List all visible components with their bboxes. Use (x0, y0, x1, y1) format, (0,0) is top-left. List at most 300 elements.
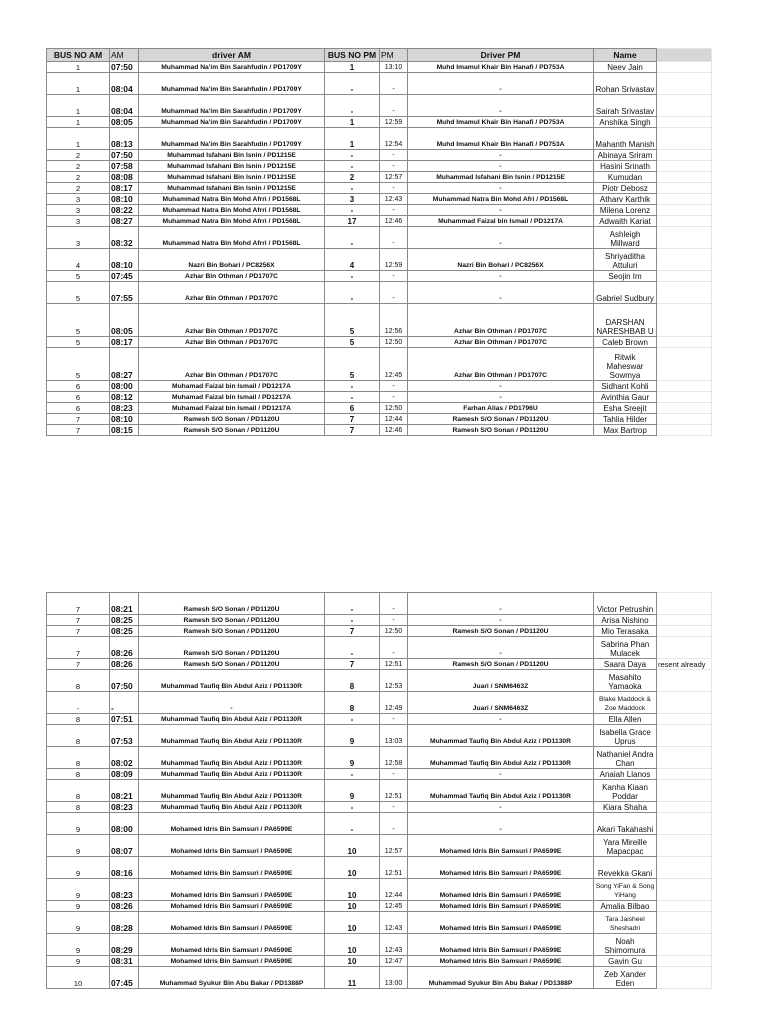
note-cell[interactable] (657, 282, 712, 304)
bus-no-pm-cell[interactable]: 10 (325, 879, 380, 901)
bus-no-pm-cell[interactable]: - (325, 271, 380, 282)
bus-no-am-cell[interactable]: 8 (47, 714, 110, 725)
note-cell[interactable] (657, 626, 712, 637)
bus-no-pm-cell[interactable]: 2 (325, 172, 380, 183)
bus-no-pm-cell[interactable]: 5 (325, 337, 380, 348)
driver-am-cell[interactable]: Azhar Bin Othman / PD1707C (139, 282, 325, 304)
driver-pm-cell[interactable]: Ramesh S/O Sonan / PD1120U (408, 626, 594, 637)
driver-am-cell[interactable]: Ramesh S/O Sonan / PD1120U (139, 626, 325, 637)
driver-pm-cell[interactable]: Ramesh S/O Sonan / PD1120U (408, 414, 594, 425)
driver-pm-cell[interactable]: Azhar Bin Othman / PD1707C (408, 337, 594, 348)
driver-pm-cell[interactable]: Mohamed Idris Bin Samsuri / PA6599E (408, 857, 594, 879)
bus-no-am-cell[interactable]: 1 (47, 62, 110, 73)
pm-time-cell[interactable]: - (380, 183, 408, 194)
pm-time-cell[interactable]: - (380, 802, 408, 813)
driver-am-cell[interactable]: Muhamad Faizal bin Ismail / PD1217A (139, 381, 325, 392)
note-cell[interactable] (657, 879, 712, 901)
bus-no-am-cell[interactable]: 1 (47, 73, 110, 95)
driver-am-cell[interactable]: Muhammad Isfahani Bin Isnin / PD1215E (139, 150, 325, 161)
pm-time-cell[interactable]: 12:50 (380, 337, 408, 348)
driver-pm-cell[interactable]: - (408, 161, 594, 172)
driver-pm-cell[interactable]: Muhammad Faizal bin Ismail / PD1217A (408, 216, 594, 227)
driver-pm-cell[interactable]: Azhar Bin Othman / PD1707C (408, 348, 594, 381)
name-cell[interactable]: Seojin Im (594, 271, 657, 282)
am-time-cell[interactable]: 08:17 (110, 183, 139, 194)
note-cell[interactable] (657, 956, 712, 967)
driver-am-cell[interactable]: Mohamed Idris Bin Samsuri / PA6599E (139, 956, 325, 967)
bus-no-am-cell[interactable]: 7 (47, 659, 110, 670)
name-cell[interactable]: Shriyaditha Attuluri (594, 249, 657, 271)
driver-am-cell[interactable]: Mohamed Idris Bin Samsuri / PA6599E (139, 835, 325, 857)
note-cell[interactable] (657, 337, 712, 348)
name-cell[interactable]: Noah Shimomura (594, 934, 657, 956)
bus-no-pm-cell[interactable]: - (325, 714, 380, 725)
name-cell[interactable]: Amalia Bilbao (594, 901, 657, 912)
am-time-cell[interactable]: 07:50 (110, 150, 139, 161)
bus-no-pm-cell[interactable]: - (325, 769, 380, 780)
driver-am-cell[interactable]: Muhammad Isfahani Bin Isnin / PD1215E (139, 183, 325, 194)
driver-am-cell[interactable]: Mohamed Idris Bin Samsuri / PA6599E (139, 901, 325, 912)
pm-time-cell[interactable]: - (380, 73, 408, 95)
name-cell[interactable]: Gabriel Sudbury (594, 282, 657, 304)
am-time-cell[interactable]: 08:21 (110, 780, 139, 802)
note-cell[interactable] (657, 425, 712, 436)
bus-no-pm-cell[interactable]: 7 (325, 626, 380, 637)
am-time-cell[interactable]: 08:25 (110, 615, 139, 626)
driver-am-cell[interactable]: Azhar Bin Othman / PD1707C (139, 271, 325, 282)
bus-no-pm-cell[interactable]: 9 (325, 725, 380, 747)
name-cell[interactable]: Ritwik Maheswar Sowmya (594, 348, 657, 381)
bus-no-pm-cell[interactable]: 3 (325, 194, 380, 205)
driver-pm-cell[interactable]: Juari / SNM6463Z (408, 692, 594, 714)
bus-no-am-cell[interactable]: 8 (47, 780, 110, 802)
bus-no-am-cell[interactable]: 9 (47, 956, 110, 967)
driver-am-cell[interactable]: - (139, 692, 325, 714)
am-time-cell[interactable]: 08:02 (110, 747, 139, 769)
am-time-cell[interactable]: 08:00 (110, 813, 139, 835)
name-cell[interactable]: Mahanth Manish (594, 128, 657, 150)
am-time-cell[interactable]: 07:58 (110, 161, 139, 172)
note-cell[interactable] (657, 747, 712, 769)
pm-time-cell[interactable]: - (380, 205, 408, 216)
pm-time-cell[interactable]: 13:10 (380, 62, 408, 73)
pm-time-cell[interactable]: 12:54 (380, 128, 408, 150)
driver-pm-cell[interactable]: Muhd Imamul Khair Bin Hanafi / PD753A (408, 62, 594, 73)
am-time-cell[interactable]: 08:00 (110, 381, 139, 392)
bus-no-am-cell[interactable]: 9 (47, 813, 110, 835)
am-time-cell[interactable]: 08:21 (110, 593, 139, 615)
driver-pm-cell[interactable]: - (408, 615, 594, 626)
am-time-cell[interactable]: 07:45 (110, 271, 139, 282)
bus-no-am-cell[interactable]: 9 (47, 934, 110, 956)
note-cell[interactable] (657, 227, 712, 249)
name-cell[interactable]: DARSHAN NARESHBAB U (594, 304, 657, 337)
bus-no-am-cell[interactable]: 8 (47, 802, 110, 813)
pm-time-cell[interactable]: 12:51 (380, 857, 408, 879)
driver-pm-cell[interactable]: Muhd Imamul Khair Bin Hanafi / PD753A (408, 128, 594, 150)
am-time-cell[interactable]: 08:26 (110, 901, 139, 912)
bus-no-am-cell[interactable]: 2 (47, 150, 110, 161)
bus-no-am-cell[interactable]: 7 (47, 425, 110, 436)
pm-time-cell[interactable]: 12:59 (380, 117, 408, 128)
name-cell[interactable]: Avinthia Gaur (594, 392, 657, 403)
bus-no-pm-cell[interactable]: - (325, 802, 380, 813)
pm-time-cell[interactable]: 12:47 (380, 956, 408, 967)
note-cell[interactable] (657, 901, 712, 912)
bus-no-am-cell[interactable]: 7 (47, 626, 110, 637)
bus-no-am-cell[interactable]: 1 (47, 117, 110, 128)
am-time-cell[interactable]: 07:50 (110, 670, 139, 692)
name-cell[interactable]: Gavin Gu (594, 956, 657, 967)
am-time-cell[interactable]: 08:04 (110, 95, 139, 117)
am-time-cell[interactable]: 08:15 (110, 425, 139, 436)
driver-pm-cell[interactable]: - (408, 73, 594, 95)
bus-no-pm-cell[interactable]: - (325, 282, 380, 304)
bus-no-pm-cell[interactable]: 10 (325, 934, 380, 956)
driver-pm-cell[interactable]: Muhammad Taufiq Bin Abdul Aziz / PD1130R (408, 747, 594, 769)
am-time-cell[interactable]: 08:09 (110, 769, 139, 780)
am-time-cell[interactable]: 07:45 (110, 967, 139, 989)
driver-pm-cell[interactable]: - (408, 769, 594, 780)
note-cell[interactable] (657, 857, 712, 879)
bus-no-am-cell[interactable]: 9 (47, 901, 110, 912)
name-cell[interactable]: Victor Petrushin (594, 593, 657, 615)
am-time-cell[interactable]: 08:07 (110, 835, 139, 857)
driver-am-cell[interactable]: Muhammad Isfahani Bin Isnin / PD1215E (139, 161, 325, 172)
pm-time-cell[interactable]: - (380, 95, 408, 117)
bus-no-am-cell[interactable]: 8 (47, 747, 110, 769)
name-cell[interactable]: Masahito Yamaoka (594, 670, 657, 692)
driver-am-cell[interactable]: Muhammad Taufiq Bin Abdul Aziz / PD1130R (139, 780, 325, 802)
driver-pm-cell[interactable]: - (408, 183, 594, 194)
am-time-cell[interactable]: 08:04 (110, 73, 139, 95)
bus-no-am-cell[interactable]: 3 (47, 205, 110, 216)
pm-time-cell[interactable]: 12:44 (380, 879, 408, 901)
name-cell[interactable]: Caleb Brown (594, 337, 657, 348)
am-time-cell[interactable]: 08:26 (110, 659, 139, 670)
bus-no-pm-cell[interactable]: - (325, 637, 380, 659)
am-time-cell[interactable]: 08:22 (110, 205, 139, 216)
am-time-cell[interactable]: 08:05 (110, 117, 139, 128)
bus-no-am-cell[interactable]: 3 (47, 194, 110, 205)
am-time-cell[interactable]: 08:27 (110, 348, 139, 381)
name-cell[interactable]: Neev Jain (594, 62, 657, 73)
name-cell[interactable]: Tahlia Hilder (594, 414, 657, 425)
pm-time-cell[interactable]: - (380, 637, 408, 659)
driver-pm-cell[interactable]: Mohamed Idris Bin Samsuri / PA6599E (408, 901, 594, 912)
driver-am-cell[interactable]: Muhammad Na'im Bin Sarahfudin / PD1709Y (139, 128, 325, 150)
bus-no-am-cell[interactable]: 5 (47, 337, 110, 348)
name-cell[interactable]: Zeb Xander Eden (594, 967, 657, 989)
pm-time-cell[interactable]: 12:50 (380, 403, 408, 414)
bus-no-pm-cell[interactable]: 10 (325, 901, 380, 912)
bus-no-pm-cell[interactable]: 5 (325, 348, 380, 381)
driver-pm-cell[interactable]: Azhar Bin Othman / PD1707C (408, 304, 594, 337)
bus-no-pm-cell[interactable]: - (325, 183, 380, 194)
note-cell[interactable] (657, 967, 712, 989)
driver-pm-cell[interactable]: - (408, 392, 594, 403)
name-cell[interactable]: Kumudan (594, 172, 657, 183)
pm-time-cell[interactable]: 12:43 (380, 194, 408, 205)
note-cell[interactable] (657, 403, 712, 414)
note-cell[interactable] (657, 813, 712, 835)
driver-am-cell[interactable]: Muhammad Natra Bin Mohd Afrri / PD1568L (139, 194, 325, 205)
note-cell[interactable] (657, 150, 712, 161)
name-cell[interactable]: Akari Takahashi (594, 813, 657, 835)
driver-pm-cell[interactable]: Ramesh S/O Sonan / PD1120U (408, 659, 594, 670)
name-cell[interactable]: Mio Terasaka (594, 626, 657, 637)
driver-am-cell[interactable]: Ramesh S/O Sonan / PD1120U (139, 593, 325, 615)
driver-am-cell[interactable]: Ramesh S/O Sonan / PD1120U (139, 615, 325, 626)
driver-am-cell[interactable]: Muhammad Taufiq Bin Abdul Aziz / PD1130R (139, 769, 325, 780)
name-cell[interactable]: Isabella Grace Uprus (594, 725, 657, 747)
name-cell[interactable]: Ella Allen (594, 714, 657, 725)
pm-time-cell[interactable]: 12:53 (380, 670, 408, 692)
pm-time-cell[interactable]: 12:57 (380, 835, 408, 857)
driver-pm-cell[interactable]: Mohamed Idris Bin Samsuri / PA6599E (408, 956, 594, 967)
name-cell[interactable]: Kanha Kiaan Poddar (594, 780, 657, 802)
driver-am-cell[interactable]: Muhammad Natra Bin Mohd Afrri / PD1568L (139, 205, 325, 216)
note-cell[interactable] (657, 725, 712, 747)
driver-pm-cell[interactable]: - (408, 271, 594, 282)
bus-no-pm-cell[interactable]: 10 (325, 956, 380, 967)
driver-am-cell[interactable]: Muhammad Natra Bin Mohd Afrri / PD1568L (139, 216, 325, 227)
driver-am-cell[interactable]: Muhamad Faizal bin Ismail / PD1217A (139, 392, 325, 403)
pm-time-cell[interactable]: 12:45 (380, 348, 408, 381)
bus-no-pm-cell[interactable]: - (325, 392, 380, 403)
driver-pm-cell[interactable]: Muhammad Isfahani Bin Isnin / PD1215E (408, 172, 594, 183)
bus-no-am-cell[interactable]: 5 (47, 282, 110, 304)
bus-no-pm-cell[interactable]: 10 (325, 912, 380, 934)
pm-time-cell[interactable]: 12:45 (380, 901, 408, 912)
driver-pm-cell[interactable]: Nazri Bin Bohari / PC8256X (408, 249, 594, 271)
driver-pm-cell[interactable]: - (408, 95, 594, 117)
bus-no-am-cell[interactable]: - (47, 692, 110, 714)
driver-am-cell[interactable]: Muhammad Taufiq Bin Abdul Aziz / PD1130R (139, 802, 325, 813)
driver-am-cell[interactable]: Mohamed Idris Bin Samsuri / PA6599E (139, 912, 325, 934)
bus-no-pm-cell[interactable]: - (325, 73, 380, 95)
note-cell[interactable] (657, 161, 712, 172)
driver-pm-cell[interactable]: Muhammad Taufiq Bin Abdul Aziz / PD1130R (408, 780, 594, 802)
note-cell[interactable] (657, 95, 712, 117)
bus-no-pm-cell[interactable]: 1 (325, 62, 380, 73)
name-cell[interactable]: Yara Mireille Mapacpac (594, 835, 657, 857)
am-time-cell[interactable]: 08:31 (110, 956, 139, 967)
driver-am-cell[interactable]: Ramesh S/O Sonan / PD1120U (139, 659, 325, 670)
note-cell[interactable] (657, 692, 712, 714)
note-cell[interactable] (657, 73, 712, 95)
am-time-cell[interactable]: 08:10 (110, 194, 139, 205)
name-cell[interactable]: Sidhant Kohli (594, 381, 657, 392)
bus-no-pm-cell[interactable]: 4 (325, 249, 380, 271)
bus-no-pm-cell[interactable]: - (325, 381, 380, 392)
am-time-cell[interactable]: 07:55 (110, 282, 139, 304)
driver-am-cell[interactable]: Mohamed Idris Bin Samsuri / PA6599E (139, 857, 325, 879)
bus-no-pm-cell[interactable]: - (325, 150, 380, 161)
note-cell[interactable] (657, 304, 712, 337)
name-cell[interactable]: Piotr Debosz (594, 183, 657, 194)
pm-time-cell[interactable]: 12:51 (380, 659, 408, 670)
name-cell[interactable]: Esha Sreejit (594, 403, 657, 414)
bus-no-pm-cell[interactable]: 9 (325, 780, 380, 802)
pm-time-cell[interactable]: - (380, 714, 408, 725)
bus-no-pm-cell[interactable]: 10 (325, 835, 380, 857)
am-time-cell[interactable]: 07:51 (110, 714, 139, 725)
bus-no-am-cell[interactable]: 6 (47, 403, 110, 414)
driver-am-cell[interactable]: Muhammad Isfahani Bin Isnin / PD1215E (139, 172, 325, 183)
bus-no-pm-cell[interactable]: 11 (325, 967, 380, 989)
name-cell[interactable]: Hasini Srinath (594, 161, 657, 172)
am-time-cell[interactable]: 08:23 (110, 879, 139, 901)
am-time-cell[interactable]: 08:13 (110, 128, 139, 150)
driver-pm-cell[interactable]: Muhammad Natra Bin Mohd Afri / PD1568L (408, 194, 594, 205)
bus-no-am-cell[interactable]: 5 (47, 271, 110, 282)
driver-pm-cell[interactable]: - (408, 227, 594, 249)
note-cell[interactable] (657, 769, 712, 780)
driver-am-cell[interactable]: Ramesh S/O Sonan / PD1120U (139, 414, 325, 425)
name-cell[interactable]: Abinaya Sriram (594, 150, 657, 161)
name-cell[interactable]: Sairah Srivastav (594, 95, 657, 117)
driver-pm-cell[interactable]: - (408, 813, 594, 835)
note-cell[interactable] (657, 194, 712, 205)
header-pm[interactable]: PM (380, 49, 408, 62)
note-cell[interactable] (657, 381, 712, 392)
bus-no-pm-cell[interactable]: - (325, 95, 380, 117)
note-cell[interactable] (657, 414, 712, 425)
note-cell[interactable] (657, 183, 712, 194)
pm-time-cell[interactable]: - (380, 392, 408, 403)
am-time-cell[interactable]: 08:32 (110, 227, 139, 249)
note-cell[interactable] (657, 172, 712, 183)
am-time-cell[interactable]: 08:16 (110, 857, 139, 879)
driver-am-cell[interactable]: Muhammad Taufiq Bin Abdul Aziz / PD1130R (139, 670, 325, 692)
bus-no-pm-cell[interactable]: 7 (325, 659, 380, 670)
driver-pm-cell[interactable]: Farhan Alias / PD1796U (408, 403, 594, 414)
am-time-cell[interactable]: 08:27 (110, 216, 139, 227)
header-name[interactable]: Name (594, 49, 657, 62)
bus-no-am-cell[interactable]: 9 (47, 857, 110, 879)
driver-pm-cell[interactable]: Muhd Imamul Khair Bin Hanafi / PD753A (408, 117, 594, 128)
empty-cell[interactable] (657, 49, 712, 62)
note-cell[interactable] (657, 117, 712, 128)
bus-no-pm-cell[interactable]: 7 (325, 425, 380, 436)
driver-am-cell[interactable]: Muhammad Na'im Bin Sarahfudin / PD1709Y (139, 62, 325, 73)
name-cell[interactable]: Rohan Srivastav (594, 73, 657, 95)
am-time-cell[interactable]: 08:08 (110, 172, 139, 183)
note-cell[interactable] (657, 714, 712, 725)
name-cell[interactable]: Song YiFan & Song YiHang (594, 879, 657, 901)
bus-no-pm-cell[interactable]: 7 (325, 414, 380, 425)
note-cell[interactable] (657, 637, 712, 659)
driver-pm-cell[interactable]: Mohamed Idris Bin Samsuri / PA6599E (408, 879, 594, 901)
pm-time-cell[interactable]: 12:43 (380, 934, 408, 956)
bus-no-am-cell[interactable]: 1 (47, 128, 110, 150)
pm-time-cell[interactable]: - (380, 161, 408, 172)
pm-time-cell[interactable]: 12:43 (380, 912, 408, 934)
pm-time-cell[interactable]: - (380, 813, 408, 835)
driver-pm-cell[interactable]: - (408, 282, 594, 304)
bus-no-pm-cell[interactable]: 8 (325, 670, 380, 692)
bus-no-am-cell[interactable]: 3 (47, 216, 110, 227)
note-cell[interactable] (657, 128, 712, 150)
name-cell[interactable]: Kiara Shaha (594, 802, 657, 813)
name-cell[interactable]: Arisa Nishino (594, 615, 657, 626)
pm-time-cell[interactable]: 12:49 (380, 692, 408, 714)
am-time-cell[interactable]: 08:17 (110, 337, 139, 348)
bus-no-pm-cell[interactable]: 9 (325, 747, 380, 769)
bus-no-pm-cell[interactable]: 6 (325, 403, 380, 414)
pm-time-cell[interactable]: - (380, 282, 408, 304)
driver-pm-cell[interactable]: - (408, 714, 594, 725)
driver-am-cell[interactable]: Muhammad Taufiq Bin Abdul Aziz / PD1130R (139, 714, 325, 725)
bus-no-pm-cell[interactable]: 10 (325, 857, 380, 879)
am-time-cell[interactable]: 08:12 (110, 392, 139, 403)
name-cell[interactable]: Tara Jaisheel Sheshadri (594, 912, 657, 934)
bus-no-am-cell[interactable]: 9 (47, 835, 110, 857)
am-time-cell[interactable]: 08:28 (110, 912, 139, 934)
pm-time-cell[interactable]: 12:44 (380, 414, 408, 425)
name-cell[interactable]: Revekka Gkani (594, 857, 657, 879)
driver-pm-cell[interactable]: - (408, 637, 594, 659)
pm-time-cell[interactable]: - (380, 769, 408, 780)
note-cell[interactable] (657, 348, 712, 381)
note-cell[interactable] (657, 670, 712, 692)
bus-no-am-cell[interactable]: 5 (47, 304, 110, 337)
pm-time-cell[interactable]: - (380, 271, 408, 282)
bus-no-am-cell[interactable]: 2 (47, 161, 110, 172)
pm-time-cell[interactable]: - (380, 150, 408, 161)
note-cell[interactable] (657, 912, 712, 934)
pm-time-cell[interactable]: 13:03 (380, 725, 408, 747)
name-cell[interactable]: Anshika Singh (594, 117, 657, 128)
note-cell[interactable] (657, 934, 712, 956)
driver-am-cell[interactable]: Muhammad Taufiq Bin Abdul Aziz / PD1130R (139, 747, 325, 769)
driver-am-cell[interactable]: Muhammad Natra Bin Mohd Afrri / PD1568L (139, 227, 325, 249)
name-cell[interactable]: Ashleigh Millward (594, 227, 657, 249)
pm-time-cell[interactable]: 12:58 (380, 747, 408, 769)
driver-am-cell[interactable]: Muhammad Na'im Bin Sarahfudin / PD1709Y (139, 95, 325, 117)
driver-am-cell[interactable]: Muhammad Na'im Bin Sarahfudin / PD1709Y (139, 73, 325, 95)
bus-no-am-cell[interactable]: 2 (47, 183, 110, 194)
driver-am-cell[interactable]: Mohamed Idris Bin Samsuri / PA6599E (139, 934, 325, 956)
driver-am-cell[interactable]: Azhar Bin Othman / PD1707C (139, 348, 325, 381)
bus-no-am-cell[interactable]: 6 (47, 381, 110, 392)
am-time-cell[interactable]: 08:23 (110, 403, 139, 414)
header-am[interactable]: AM (110, 49, 139, 62)
pm-time-cell[interactable]: 12:59 (380, 249, 408, 271)
driver-am-cell[interactable]: Mohamed Idris Bin Samsuri / PA6599E (139, 813, 325, 835)
driver-am-cell[interactable]: Muhammad Na'im Bin Sarahfudin / PD1709Y (139, 117, 325, 128)
note-cell[interactable] (657, 593, 712, 615)
note-cell[interactable]: resent already (657, 659, 712, 670)
am-time-cell[interactable]: - (110, 692, 139, 714)
bus-no-pm-cell[interactable]: - (325, 813, 380, 835)
bus-no-am-cell[interactable]: 4 (47, 249, 110, 271)
pm-time-cell[interactable]: 13:00 (380, 967, 408, 989)
driver-am-cell[interactable]: Nazri Bin Bohari / PC8256X (139, 249, 325, 271)
bus-no-pm-cell[interactable]: - (325, 593, 380, 615)
bus-no-pm-cell[interactable]: 17 (325, 216, 380, 227)
pm-time-cell[interactable]: - (380, 381, 408, 392)
note-cell[interactable] (657, 216, 712, 227)
bus-no-am-cell[interactable]: 7 (47, 615, 110, 626)
driver-pm-cell[interactable]: - (408, 150, 594, 161)
name-cell[interactable]: Max Bartrop (594, 425, 657, 436)
header-driver-am[interactable]: driver AM (139, 49, 325, 62)
pm-time-cell[interactable]: 12:46 (380, 216, 408, 227)
driver-am-cell[interactable]: Azhar Bin Othman / PD1707C (139, 304, 325, 337)
note-cell[interactable] (657, 780, 712, 802)
